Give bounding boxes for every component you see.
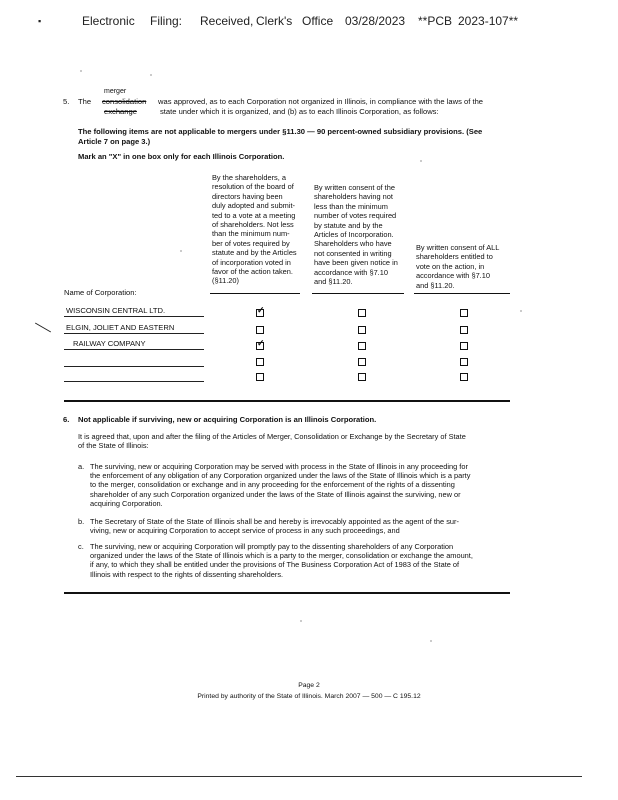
checkbox-row5-board[interactable] xyxy=(256,373,264,381)
col2-line-11: and §11.20. xyxy=(314,277,353,287)
col3-line-2: shareholders entitled to xyxy=(416,252,493,262)
col1-line-10: of incorporation voted in xyxy=(212,257,291,267)
column-rule-2 xyxy=(312,293,404,294)
corporation-name-2: ELGIN, JOLIET AND EASTERN xyxy=(66,323,175,332)
stamp-mark-icon: ▪ xyxy=(38,16,42,26)
stamp-word-3: Received, xyxy=(200,14,254,28)
para-c-line-3: if any, to which they shall be entitled under the provisions of The Business Corporation Act of 1983 of the State of xyxy=(90,560,460,570)
checkbox-row5-written[interactable] xyxy=(358,373,366,381)
col2-line-7: Shareholders who have xyxy=(314,239,392,249)
col3-line-1: By written consent of ALL xyxy=(416,243,500,252)
column-header-board-resolution xyxy=(212,173,306,286)
intro-line-2: of the State of Illinois: xyxy=(78,441,149,451)
checkbox-row4-written[interactable] xyxy=(358,358,366,366)
col1-line-5: ted to a vote at a meeting xyxy=(212,210,296,220)
col2-line-8: not consented in writing xyxy=(314,248,392,258)
col2-line-1: By written consent of the xyxy=(314,183,395,192)
intro-line-1: It is agreed that, upon and after the filing of the Articles of Merger, Consolidation or Exchange by the Secretary of State xyxy=(78,432,466,441)
margin-mark xyxy=(35,323,51,333)
struck-word-exchange: exchange xyxy=(104,107,137,116)
item6-paragraph-b xyxy=(90,517,510,535)
printed-by: Printed by authority of the State of Illinois. March 2007 — 500 — C 195.12 xyxy=(197,693,421,700)
checkbox-row1-board[interactable] xyxy=(256,305,265,317)
item5-the: The xyxy=(78,97,92,106)
col2-line-3: less than the minimum xyxy=(314,201,388,211)
stamp-word-5: Office xyxy=(302,14,334,28)
item6-a-label: a. xyxy=(78,462,85,471)
checkbox-row1-written[interactable] xyxy=(358,309,366,317)
col2-line-4: number of votes required xyxy=(314,211,397,221)
para-b-line-2: viving, new or acquiring Corporation to accept service of process in any such proceedings, and xyxy=(90,526,400,536)
stamp-word-2: Filing: xyxy=(150,14,183,28)
stamp-docket: **PCB xyxy=(418,14,453,28)
section-divider-2 xyxy=(64,592,510,594)
col3-line-3: vote on the action, in xyxy=(416,261,485,271)
inserted-word: merger xyxy=(104,88,127,95)
col2-line-9: have been given notice in xyxy=(314,258,398,268)
item5-note: The following items are not applicable to mergers under §11.30 — 90 percent-owned subsidiary provisions. (See xyxy=(78,127,483,136)
col1-line-11: favor of the action taken. xyxy=(212,267,293,277)
col1-line-4: duly adopted and submit- xyxy=(212,201,295,211)
checkbox-row4-all[interactable] xyxy=(460,358,468,366)
col1-line-9: statute and by the Articles xyxy=(212,248,297,258)
column-rule-3 xyxy=(414,293,510,294)
item6-number: 6. xyxy=(63,415,70,424)
stamp-word-4: Clerk's xyxy=(256,14,293,28)
column-rule-1 xyxy=(210,293,300,294)
row-line-4 xyxy=(64,366,204,367)
item5-line1: was approved, as to each Corporation not organized in Illinois, in compliance with the laws of the xyxy=(158,97,484,106)
corporation-name-1: WISCONSIN CENTRAL LTD. xyxy=(66,306,166,315)
item6-c-label: c. xyxy=(78,542,84,551)
item6-paragraph-a xyxy=(90,462,510,508)
para-c-line-4: Illinois with respect to the rights of dissenting shareholders. xyxy=(90,569,284,579)
checkbox-row3-all[interactable] xyxy=(460,342,468,350)
row-line-5 xyxy=(64,381,204,382)
para-a-line-4: shareholder of any such Corporation organized under the laws of the State of Illinois against the surviving, new or xyxy=(90,489,461,499)
section-divider xyxy=(64,400,510,402)
item5-note-2: Article 7 on page 3.) xyxy=(78,137,151,146)
col1-line-7: than the minimum num- xyxy=(212,229,290,239)
name-of-corporation-header: Name of Corporation: xyxy=(64,288,137,297)
col2-line-10: accordance with §7.10 xyxy=(314,267,388,277)
item6-intro xyxy=(78,432,510,450)
checkbox-row4-board[interactable] xyxy=(256,358,264,366)
check-mark-icon: ✓ xyxy=(257,338,265,348)
checkbox-row2-written[interactable] xyxy=(358,326,366,334)
item6-heading: Not applicable if surviving, new or acquiring Corporation is an Illinois Corporation. xyxy=(78,415,377,424)
col1-line-1: By the shareholders, a xyxy=(212,173,286,182)
row-line-3 xyxy=(64,349,204,350)
col3-line-4: accordance with §7.10 xyxy=(416,271,490,281)
row-line-2 xyxy=(64,333,204,334)
para-a-line-2: the enforcement of any obligation of any Corporation organized under the laws of the State of Illinois which is a party xyxy=(90,471,471,481)
item5-instruction: Mark an "X" in one box only for each Illinois Corporation. xyxy=(78,152,285,161)
col1-line-6: of shareholders. Not less xyxy=(212,220,294,230)
item6-paragraph-c xyxy=(90,542,510,579)
checkbox-row2-board[interactable] xyxy=(256,326,264,334)
col2-line-2: shareholders having not xyxy=(314,192,393,202)
col1-line-2: resolution of the board of xyxy=(212,182,294,192)
column-header-written-consent xyxy=(314,183,406,286)
checkbox-row2-all[interactable] xyxy=(460,326,468,334)
column-header-all-shareholders xyxy=(416,243,510,290)
check-mark-icon: ✓ xyxy=(257,305,265,315)
col1-line-3: directors having been xyxy=(212,191,283,201)
col1-line-8: ber of votes required by xyxy=(212,238,290,248)
col2-line-5: by statute and by the xyxy=(314,220,383,230)
item5-line2: state under which it is organized, and (b) as to each Illinois Corporation, as follows: xyxy=(160,107,439,116)
item5-number: 5. xyxy=(63,97,70,106)
row-line-1 xyxy=(64,316,204,317)
bottom-edge-line xyxy=(16,776,582,777)
col2-line-6: Articles of Incorporation. xyxy=(314,230,394,240)
para-c-line-1: The surviving, new or acquiring Corporation will promptly pay to the dissenting shareholders of any Corporation xyxy=(90,542,454,551)
corporation-name-3: RAILWAY COMPANY xyxy=(73,339,146,348)
para-c-line-2: organized under the laws of the State of Illinois which is a party to the merger, consolidation or exchange the amount, xyxy=(90,551,473,561)
col3-line-5: and §11.20. xyxy=(416,280,455,290)
para-a-line-1: The surviving, new or acquiring Corporation may be served with process in the State of Illinois in any proceeding for xyxy=(90,462,468,471)
col1-line-12: (§11.20) xyxy=(212,276,239,286)
checkbox-row3-board[interactable] xyxy=(256,338,265,350)
checkbox-row1-all[interactable] xyxy=(460,309,468,317)
para-a-line-3: to the merger, consolidation or exchange and in any proceeding for the enforcement of the rights of a dissenting xyxy=(90,480,455,490)
item6-b-label: b. xyxy=(78,517,85,526)
stamp-docket-number: 2023-107** xyxy=(458,14,519,28)
para-a-line-5: acquiring Corporation. xyxy=(90,498,163,508)
checkbox-row3-written[interactable] xyxy=(358,342,366,350)
struck-word-consolidation: consolidation xyxy=(102,97,147,106)
page-number: Page 2 xyxy=(298,682,320,689)
stamp-date: 03/28/2023 xyxy=(345,14,406,28)
stamp-word-1: Electronic xyxy=(82,14,135,28)
para-b-line-1: The Secretary of State of the State of Illinois shall be and hereby is irrevocably appointed as the agent of the sur- xyxy=(90,517,459,526)
checkbox-row5-all[interactable] xyxy=(460,373,468,381)
